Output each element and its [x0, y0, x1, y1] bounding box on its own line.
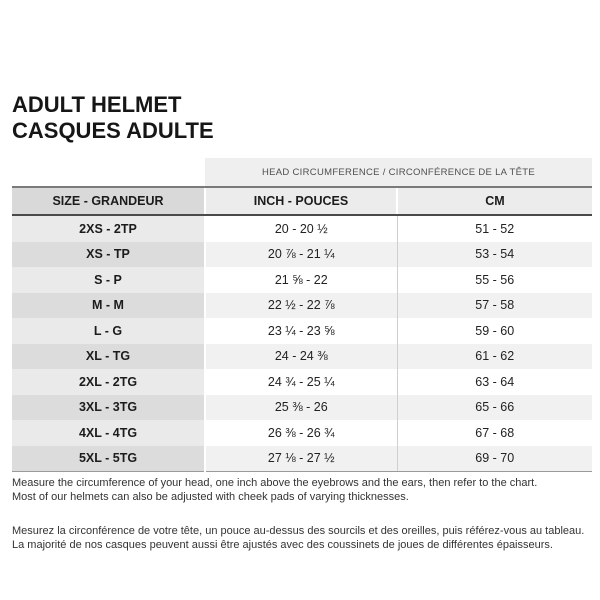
table-row	[12, 395, 592, 421]
inch-cell: 24 - 24 ⅜	[205, 344, 397, 370]
inch-cell: 25 ⅜ - 26	[205, 395, 397, 421]
size-cell: M - M	[12, 293, 205, 319]
size-cell: L - G	[12, 318, 205, 344]
column-header-row	[12, 187, 592, 215]
table-row	[12, 242, 592, 268]
table-row	[12, 369, 592, 395]
cm-cell: 53 - 54	[397, 242, 592, 268]
cm-cell: 61 - 62	[397, 344, 592, 370]
table-row	[12, 215, 592, 242]
cm-cell: 63 - 64	[397, 369, 592, 395]
size-cell: XS - TP	[12, 242, 205, 268]
size-chart-table-area	[12, 158, 592, 472]
column-header-size: SIZE - GRANDEUR	[12, 187, 205, 215]
cm-cell: 57 - 58	[397, 293, 592, 319]
table-row	[12, 420, 592, 446]
size-cell: 2XS - 2TP	[12, 215, 205, 242]
note-english	[12, 476, 590, 504]
size-cell: 5XL - 5TG	[12, 446, 205, 472]
column-header-inch: INCH - POUCES	[205, 187, 397, 215]
page-title-en: ADULT HELMET	[12, 92, 182, 117]
table-row	[12, 293, 592, 319]
page-title	[12, 92, 214, 144]
head-circumference-header: HEAD CIRCUMFERENCE / CIRCONFÉRENCE DE LA TÊTE	[205, 158, 592, 186]
size-chart-table	[12, 186, 592, 472]
footer-notes	[12, 476, 590, 552]
note-fr-line2: La majorité de nos casques peuvent aussi être ajustés avec des coussinets de joues de différentes épaisseurs.	[12, 539, 553, 551]
inch-cell: 24 ¾ - 25 ¼	[205, 369, 397, 395]
cm-cell: 59 - 60	[397, 318, 592, 344]
size-cell: 4XL - 4TG	[12, 420, 205, 446]
inch-cell: 27 ⅛ - 27 ½	[205, 446, 397, 472]
inch-cell: 20 - 20 ½	[205, 215, 397, 242]
table-row	[12, 446, 592, 472]
cm-cell: 51 - 52	[397, 215, 592, 242]
page-title-fr: CASQUES ADULTE	[12, 118, 214, 143]
cm-cell: 55 - 56	[397, 267, 592, 293]
inch-cell: 22 ½ - 22 ⅞	[205, 293, 397, 319]
inch-cell: 21 ⅝ - 22	[205, 267, 397, 293]
size-cell: XL - TG	[12, 344, 205, 370]
column-header-cm: CM	[397, 187, 592, 215]
size-cell: S - P	[12, 267, 205, 293]
note-french	[12, 524, 590, 552]
inch-cell: 26 ⅜ - 26 ¾	[205, 420, 397, 446]
note-en-line2: Most of our helmets can also be adjusted with cheek pads of varying thicknesses.	[12, 491, 409, 503]
table-row	[12, 318, 592, 344]
size-cell: 3XL - 3TG	[12, 395, 205, 421]
size-cell: 2XL - 2TG	[12, 369, 205, 395]
inch-cell: 20 ⅞ - 21 ¼	[205, 242, 397, 268]
note-en-line1: Measure the circumference of your head, one inch above the eyebrows and the ears, then refer to the chart.	[12, 477, 538, 489]
cm-cell: 67 - 68	[397, 420, 592, 446]
note-fr-line1: Mesurez la circonférence de votre tête, un pouce au-dessus des sourcils et des oreilles, puis référez-vous au tableau.	[12, 525, 585, 537]
cm-cell: 69 - 70	[397, 446, 592, 472]
table-row	[12, 344, 592, 370]
cm-cell: 65 - 66	[397, 395, 592, 421]
inch-cell: 23 ¼ - 23 ⅝	[205, 318, 397, 344]
table-row	[12, 267, 592, 293]
